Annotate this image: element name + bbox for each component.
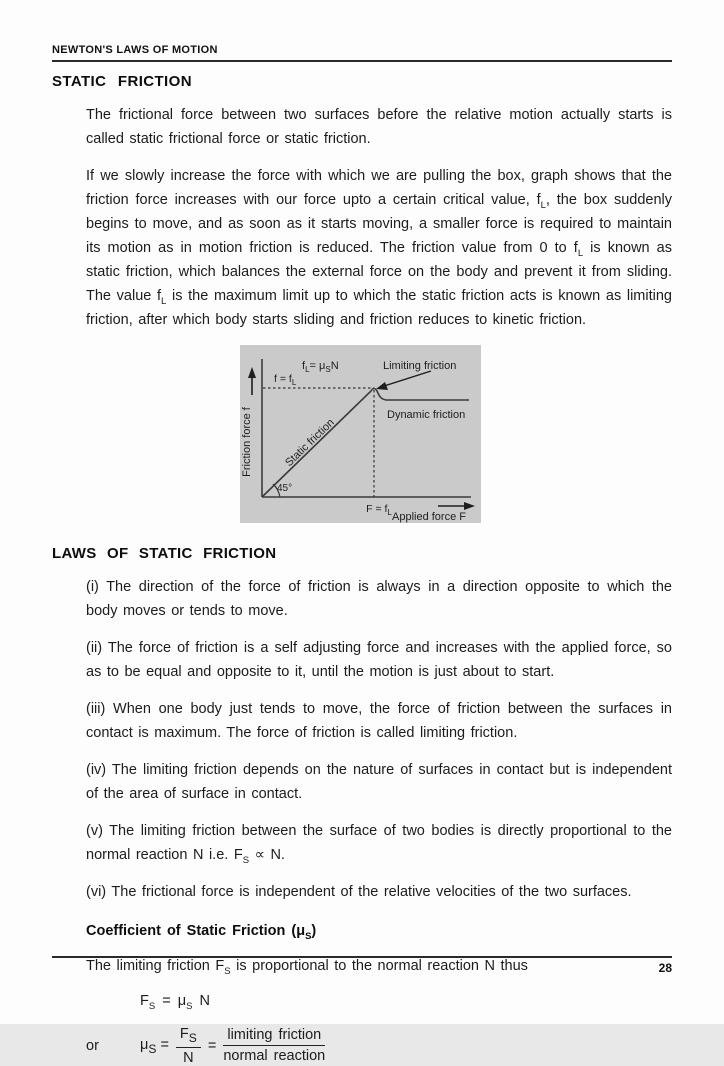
law-item-5: (v) The limiting friction between the surface of two bodies is directly proportional to the normal reaction N i.e. $F_S \propto N$.	[86, 823, 672, 866]
fraction-denominator: normal reaction	[223, 1048, 326, 1065]
intro-paragraph-1: The frictional force between two surfaces before the relative motion actually starts is called static frictional force or static friction.	[86, 107, 672, 147]
x-axis-label: Applied force F	[392, 511, 466, 523]
mu-lhs: $\mu_S$ =	[140, 1036, 169, 1056]
law-item-1: (i) The direction of the force of friction is always in a direction opposite to which the body moves or tends to move.	[86, 579, 672, 619]
header-rule	[52, 60, 672, 62]
static-friction-label: Static friction	[283, 416, 337, 470]
law-item-4: (iv) The limiting friction depends on the nature of surfaces in contact but is independent of the area of surface in contact.	[86, 762, 672, 802]
fraction-numerator: limiting friction	[223, 1027, 325, 1046]
mu-equation	[140, 1026, 325, 1066]
y-axis-label: Friction force f	[241, 407, 253, 477]
right-arrow-icon	[464, 502, 475, 510]
page-number: 28	[658, 961, 672, 975]
dynamic-friction-label: Dynamic friction	[387, 409, 466, 421]
formula-mu-definition	[86, 1026, 672, 1066]
f-equals-fl-label: $f = f_L$	[274, 373, 297, 387]
angle-label: 45°	[277, 483, 293, 494]
law-item-3: (iii) When one body just tends to move, the force of friction between the surfaces in contact is maximum. The force of friction is called limiting friction.	[86, 701, 672, 741]
F-equals-fl-label: $F = f_L$	[366, 503, 392, 517]
laws-section-heading: LAWS OF STATIC FRICTION	[52, 545, 277, 562]
figure-equation-label: $f_L= \mu_SN$	[302, 360, 339, 374]
footer-rule	[52, 956, 672, 958]
friction-curve	[262, 389, 469, 498]
friction-graph-figure	[240, 345, 672, 528]
running-head: NEWTON'S LAWS OF MOTION	[52, 44, 218, 56]
intro-paragraph-2: If we slowly increase the force with which we are pulling the box, graph shows that the friction force increases with our force upto a certain critical value, $f_L$, the box suddenly begins to move, and as soon as it starts moving, a smaller force is required to maintain its motion as in motion friction is reduced. The friction value from 0 to $f_L$ is known as static friction, which balances the external force on the body and prevent it from sliding. The value $f_L$ is the maximum limit up to which the static friction acts is known as limiting friction, after which body starts sliding and friction reduces to kinetic friction.	[86, 168, 672, 328]
formula-fs-equals-mu-n: $F_S = \mu_S$ N	[140, 993, 210, 1012]
equals-sign: =	[207, 1037, 217, 1054]
or-label: or	[86, 1037, 99, 1054]
limiting-pointer-shaft	[381, 371, 431, 387]
fraction-numerator: $F_S$	[176, 1026, 201, 1048]
down-left-arrow-icon	[376, 382, 388, 390]
up-arrow-icon	[248, 367, 256, 378]
fraction-fs-over-n	[176, 1026, 201, 1066]
fraction-limiting-over-normal	[223, 1027, 325, 1064]
law-item-6: (vi) The frictional force is independent of the relative velocities of the two surfaces.	[86, 884, 632, 900]
friction-graph-canvas	[240, 345, 481, 523]
fraction-denominator: N	[183, 1049, 194, 1066]
coefficient-heading: Coefficient of Static Friction $(\mu_S)$	[86, 923, 317, 942]
limiting-friction-label: Limiting friction	[383, 360, 457, 372]
coefficient-intro: The limiting friction $F_S$ is proportional to the normal reaction N thus	[86, 958, 528, 977]
law-item-2: (ii) The force of friction is a self adjusting force and increases with the applied force, so as to be equal and opposite to it, until the motion is just about to start.	[86, 640, 672, 680]
page-title: STATIC FRICTION	[52, 73, 192, 90]
